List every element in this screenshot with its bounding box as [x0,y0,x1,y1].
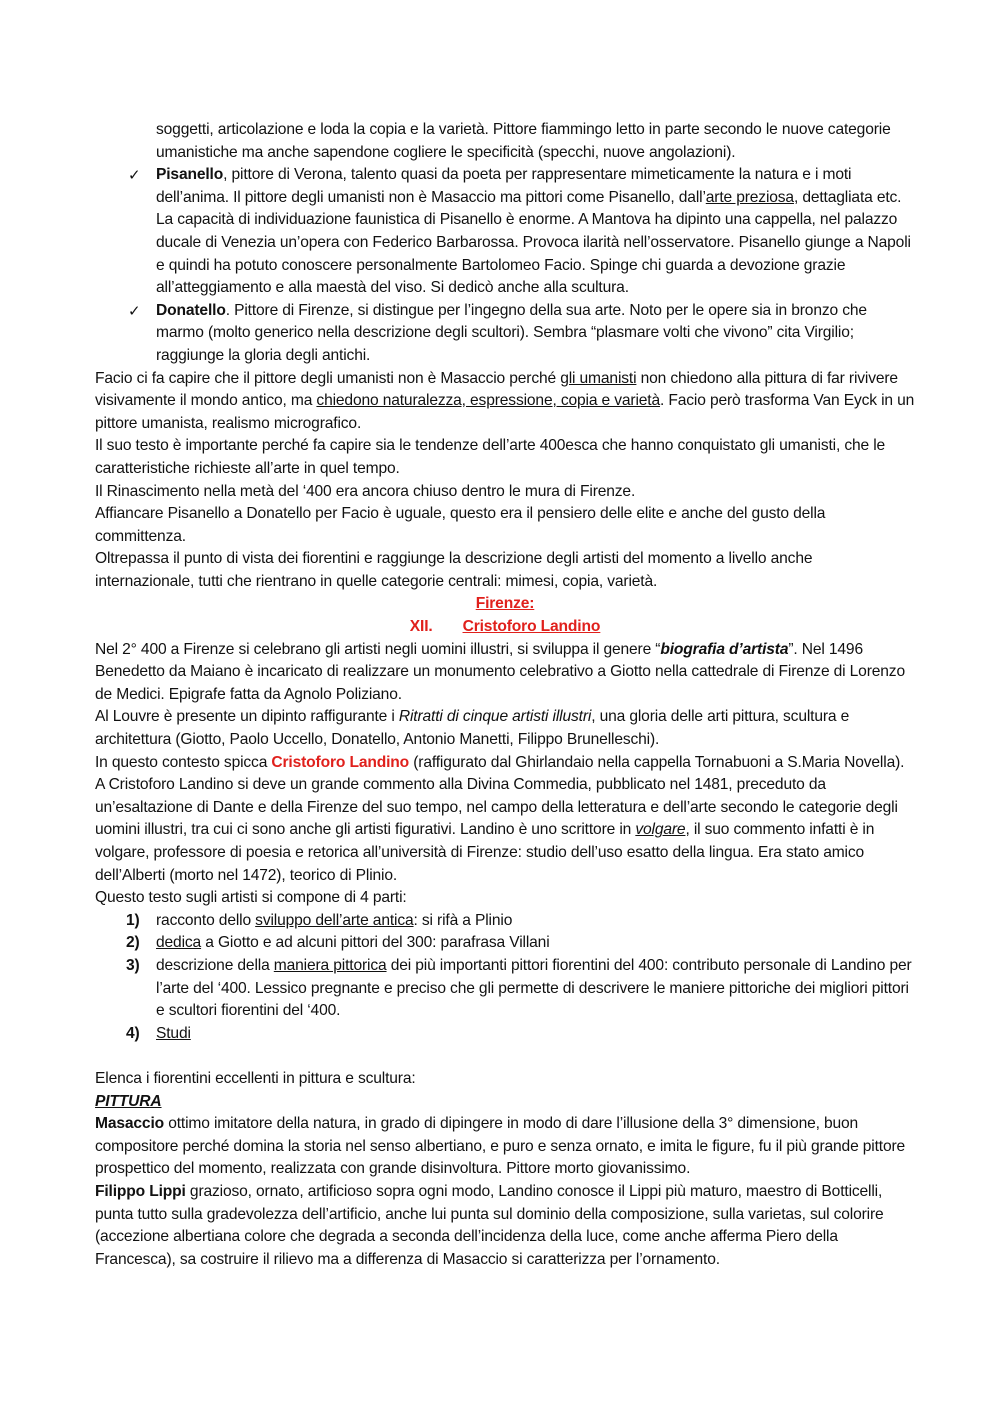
paragraph-secondo-400: Nel 2° 400 a Firenze si celebrano gli artisti negli uomini illustri, si sviluppa il genere “biografia d’artista”. Nel 1496 Benedetto da Maiano è incaricato di realizzare un monumento celebrativo a Giotto nella cattedrale di Firenze di Lorenzo de Medici. Epigrafe fatta da Agnolo Poliziano. [95,640,905,703]
paragraph-filippo-lippi: Filippo Lippi grazioso, ornato, artificioso sopra ogni modo, Landino conosce il Lippi più maturo, maestro di Botticelli, punta tutto sulla gradevolezza dell’artificio, anche lui punta sul dominio della composizione, sulla varietas, sul colorire (accezione albertiana colore che degrada a seconda dell’incidenza della luce, come anche afferma Piero della Francesca), sa costruire il rilievo ma a differenza di Masaccio si caratterizza per l’ornamento. [95,1182,884,1268]
paragraph-masaccio: Masaccio ottimo imitatore della natura, in grado di dipingere in modo di dare l’illusione della 3° dimensione, buon compositore perché domina la storia nel senso albertiano, e puro e senza ornato, e imita le figure, fu il più grande pittore prospettico del momento, realizzata con grande disinvoltura. Pittore morto giovanissimo. [95,1115,906,1178]
paragraph-facio: Facio ci fa capire che il pittore degli umanisti non è Masaccio perché gli umanisti non chiedono alla pittura di far rivivere visivamente il mondo antico, ma chiedono naturalezza, espressione, copia e varietà. Facio però trasforma Van Eyck in un pittore umanista, realismo micrografico. [95,369,915,432]
paragraph-rinascimento: Il Rinascimento nella metà del ‘400 era ancora chiuso dentro le mura di Firenze. [95,482,636,500]
list-number: 4) [126,1024,140,1042]
paragraph-affiancare: Affiancare Pisanello a Donatello per Facio è uguale, questo era il pensiero delle elite e anche del gusto della committenza. [95,505,826,545]
blank-line [95,1045,915,1068]
list-item-pisanello: ✓ Pisanello, pittore di Verona, talento quasi da poeta per rappresentare mimeticamente la natura e i moti dell’anima. Il pittore degli umanisti non è Masaccio ma pittori come Pisanello, dall’arte preziosa, dettagliata etc. La capacità di individuazione faunistica di Pisanello è enorme. A Mantova ha dipinto una cappella, nel palazzo ducale di Venezia un’opera con Federico Barbarossa. Provoca ilarità nell’osservatore. Pisanello giunge a Napoli e quindi ha potuto conoscere personalmente Bartolomeo Facio. Spinge chi guarda a devozione grazie all’atteggiamento e alla maestà del viso. Si dedicò anche alla scultura. [128,166,911,297]
chapter-number: XII. [409,618,433,636]
underlined-term: volgare [635,821,686,839]
paragraph-van-eyck-continued: soggetti, articolazione e loda la copia e la varietà. Pittore fiammingo letto in parte secondo le nuove categorie umanistiche ma anche sapendone cogliere le specificità (specchi, nuove angolazioni). [156,121,891,161]
checkmark-icon: ✓ [128,301,141,320]
artist-name: Pisanello [156,166,224,184]
paragraph-testo: Il suo testo è importante perché fa capire sia le tendenze dell’arte 400esca che hanno conquistato gli umanisti, che le caratteristiche richieste all’arte in quel tempo. [95,437,886,477]
highlighted-name: Cristoforo Landino [271,753,410,771]
underlined-term: Studi [156,1024,191,1042]
underlined-term: dedica [156,934,202,952]
paragraph-oltrepassa: Oltrepassa il punto di vista dei fiorentini e raggiunge la descrizione degli artisti del momento a livello anche internazionale, tutti che rientrano in quelle categorie centrali: mimesi, copia, varietà. [95,550,813,590]
paragraph-contesto: In questo contesto spicca Cristoforo Landino (raffigurato dal Ghirlandaio nella cappella Tornabuoni a S.Maria Novella). A Cristoforo Landino si deve un grande commento alla Divina Commedia, pubblicato nel 1481, preceduto da un’esaltazione di Dante e della Firenze del suo tempo, nel campo della letteratura e dell’arte secondo le categorie degli uomini illustri, tra cui ci sono anche gli artisti figurativi. Landino è uno scrittore in volgare, il suo commento infatti è in volgare, professore di poesia e retorica all’università di Firenze: studio dell’uso esatto della lingua. Era stato amico dell’Alberti (morto nel 1472), teorico di Plinio. [95,753,905,884]
heading-chapter-landino [95,616,915,639]
emphasized-term: biografia d’artista [660,640,789,658]
section-label-pittura: PITTURA [95,1092,162,1110]
artist-name: Filippo Lippi [95,1182,186,1200]
list-item-part-1: 1) racconto dello sviluppo dell’arte antica: si rifà a Plinio [95,910,915,933]
underlined-term: gli umanisti [560,369,637,387]
underlined-term: arte preziosa [705,188,794,206]
list-item-part-4 [95,1023,915,1046]
paragraph-elenca: Elenca i fiorentini eccellenti in pittura e scultura: [95,1069,416,1087]
list-number: 3) [126,956,140,974]
heading-firenze: Firenze: [475,595,535,613]
paragraph-questo-testo: Questo testo sugli artisti si compone di 4 parti: [95,889,407,907]
artist-name: Donatello [156,301,226,319]
list-number: 1) [126,911,140,929]
document-page [95,119,915,1271]
list-item-part-2: 2) dedica a Giotto e ad alcuni pittori del 300: parafrasa Villani [95,932,915,955]
list-item-donatello: ✓ Donatello. Pittore di Firenze, si distingue per l’ingegno della sua arte. Noto per le opere sia in bronzo che marmo (molto generico nella descrizione degli scultori). Sembra “plasmare volti che vivono” cita Virgilio; raggiunge la gloria degli antichi. [128,301,867,364]
list-number: 2) [126,934,140,952]
artwork-title: Ritratti di cinque artisti illustri [398,708,592,726]
underlined-term: sviluppo dell’arte antica [255,911,414,929]
chapter-title: Cristoforo Landino [462,618,601,636]
artist-name: Masaccio [95,1115,165,1133]
underlined-term: chiedono naturalezza, espressione, copia e varietà [316,392,661,410]
underlined-term: maniera pittorica [273,956,387,974]
paragraph-louvre: Al Louvre è presente un dipinto raffigurante i Ritratti di cinque artisti illustri, una gloria delle arti pittura, scultura e architettura (Giotto, Paolo Uccello, Donatello, Antonio Manetti, Filippo Brunelleschi). [95,708,850,749]
checkmark-icon: ✓ [128,166,141,185]
list-item-part-3: 3) descrizione della maniera pittorica dei più importanti pittori fiorentini del 400: contributo personale di Landino per l’arte del ‘400. Lessico pregnante e preciso che gli permette di descrivere le maniere pittoriche dei migliori pittori e scultori fiorentini del ‘400. [126,956,912,1020]
